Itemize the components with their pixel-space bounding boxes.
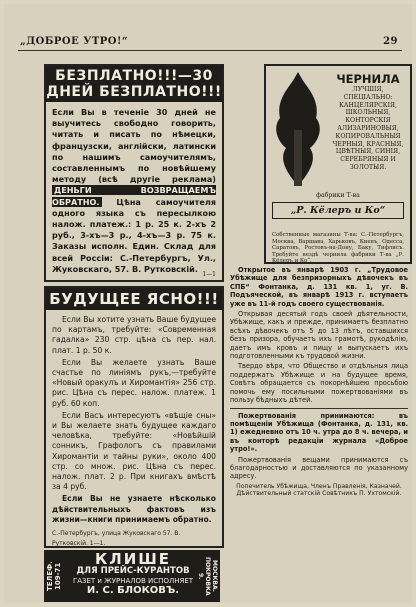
article-labor-shelter <box>230 266 408 602</box>
ad-language-prices: 1 р. 25 к. 2-хъ 2 руб., 3-хъ—3 р., 4-хъ—3 р. 75 к. <box>52 219 216 241</box>
ad-cliche-address: МОСКВА. ПОКРОВКА 9. <box>197 556 218 596</box>
ad-language-refund: ДЕНЬГИ ВОЗВРАЩАЕМЪ ОБРАТНО. <box>52 185 216 207</box>
ad-ink-factory-label: фабрики Т-ва <box>316 192 360 199</box>
article-signature: Попечитель Убѣжища, Членъ Правленiя, Казначей. <box>236 482 402 490</box>
ad-fortune-paragraph: Если Васъ интересуютъ «вѣщiе сны» и Вы желаете знать будущее каждаго человѣка, требуйте: «Новѣйшiй сонникъ, Графологъ съ правилами Хиромантiи и тайны руки», около 400 стр. со множ. рис. Цѣна съ перес. налож. плат. 2 р. При книгахъ вмѣстѣ за 4 руб. <box>52 410 216 492</box>
ad-ink-line: АЛИЗАРИНОВЫЯ, <box>337 124 399 132</box>
ad-fortune-title: БУДУЩЕЕ ЯСНО!!! <box>46 288 222 310</box>
ad-ink-factory <box>272 192 404 219</box>
ad-language-title: БЕЗПЛАТНО!!!—30 ДНЕЙ БЕЗПЛАТНО!!! <box>46 68 222 100</box>
ad-ink-address: Собственные магазины Т-ва: С.-Петербургъ, Москва, Варшава, Харьковъ, Киевъ, Одесса, Саратовъ, Ростовъ-на-Дону, Баку, Тифлисъ. Требуйте вездѣ чернила фабрики Т-ва „Р. Кёлеръ и Ко“. <box>272 232 404 265</box>
ad-cliche-line: ДЛЯ ПРЕЙС-КУРАНТОВ <box>76 566 190 576</box>
ad-ink-line: СЕРЕБРЯНЫЯ И ЗОЛОТЫЯ. <box>340 156 396 171</box>
ad-ink-line: КОНТОРСКIЯ <box>345 117 391 125</box>
ad-ink-line: КАНЦЕЛЯРСКIЯ, <box>338 101 398 109</box>
ad-fortune-paragraph: Если Вы не узнаете нѣсколько дѣйствительныхъ фактовъ изъ жизни—книги принимаемъ обратно. <box>52 494 216 524</box>
article-signature: Дѣйствительный статскiй Совѣтникъ П. Ухтомскiй. <box>236 490 402 498</box>
ad-ink-list <box>330 86 406 172</box>
article-paragraph: Твердо вѣря, что Общество и отдѣльныя лица поддержатъ Убѣжище и на будущее время, Совѣтъ обращается съ покорнѣйшею просьбою помочь ему посильными пожертвованiями въ пользу бѣдныхъ дѣтей. <box>230 362 408 405</box>
ad-ink-line: СПЕЦIАЛЬНО: <box>343 93 393 101</box>
ad-language-number: 1—1 <box>202 271 216 278</box>
ad-fortune-paragraph: Если Вы хотите узнать Ваше будущее по картамъ, требуйте: «Современная гадалка» 230 стр. цѣна съ пер. нал. плат. 1 р. 50 к. <box>52 315 216 355</box>
ad-language-course <box>44 64 224 282</box>
ad-fortune-body <box>46 310 222 551</box>
magazine-page <box>4 4 412 603</box>
ad-fortune-paragraph: Если Вы желаете узнать Ваше счастье по линiямъ рукъ,—требуйте «Новый оракулъ и Хиромантiя» 256 стр. рис. Цѣна съ перес. налож. платеж. 1 руб. 60 коп. <box>52 357 216 408</box>
ad-ink-brand: „Р. Кёлеръ и Ко“ <box>272 202 404 219</box>
ink-pen-illustration-icon <box>268 70 328 190</box>
ad-cliche-main <box>64 552 202 596</box>
article-paragraph: Открывая десятый годъ своей дѣятельности, Убѣжище, какъ и прежде, принимаетъ безплатно всѣхъ дѣвочекъ отъ 5 до 13 лѣтъ, оставшихся безъ призора, обучаетъ ихъ грамотѣ, рукодѣлiю, даетъ имъ кровъ и пищу и выпускаетъ ихъ подготовленными къ трудовой жизни. <box>230 310 408 361</box>
ad-cliche-phone: ТЕЛЕФ. 109-71 <box>46 561 62 591</box>
ad-ink <box>264 64 412 264</box>
ad-cliche-line: ГАЗЕТ и ЖУРНАЛОВ ИСПОЛНЯЕТ <box>72 576 194 585</box>
ad-language-text: Если Вы в теченiе 30 дней не выучитесь свободно говорить, читать и писать по нѣмецки, французски, англiйски, латински по нашимъ самоучителямъ, составленнымъ по новѣйшему методу (всѣ другiе реклама) <box>52 107 216 185</box>
ad-language-price-note: Цѣна самоучителя одного языка съ пересылкою налож. платеж.: <box>52 196 216 230</box>
ad-language-orders: Заказы исполн. Един. Склад для всей Россiи: <box>52 241 216 263</box>
article-divider <box>230 408 408 409</box>
article-paragraph: Пожертвованiя принимаются: въ помѣщенiи Убѣжища (Фонтанка, д. 131, кв. 1) ежедневно отъ 10 ч. утра до 8 ч. вечера, и въ конторѣ редакцiи журнала «Доброе утро!». <box>230 411 408 454</box>
header-title: „ДОБРОЕ УТРО!“ <box>20 36 129 47</box>
ad-ink-line: ЦВѢТНЫЯ, СИНIЯ, <box>335 148 401 156</box>
ad-ink-line: ШКОЛЬНЫЯ, <box>345 109 391 117</box>
article-paragraph: Пожертвованiя вещами принимаются съ благодарностью и доставляются по указанному адресу. <box>230 455 408 481</box>
ad-cliche <box>44 550 220 602</box>
ad-ink-text <box>330 72 406 172</box>
page-header <box>18 34 402 51</box>
ad-fortune-footer: С.-Петербургъ, улица Жуковскаго 57. В. Рутковскiй. 1—1. <box>52 530 181 548</box>
ad-language-address: С.-Петербургъ, Ул., Жуковскаго, 57. В. Рутковскiй. <box>52 252 217 274</box>
ad-cliche-title: КЛИШЕ <box>94 550 172 568</box>
ad-ink-line: ЛУЧШIЯ, <box>352 86 384 93</box>
ad-fortune-books <box>44 286 224 548</box>
ad-cliche-maker: И. С. БЛОКОВЪ. <box>86 584 180 596</box>
ad-language-body <box>46 102 222 277</box>
page-number: 29 <box>383 36 398 47</box>
article-paragraph: Открытое въ январѣ 1903 г. „Трудовое Убѣжище для безпризорныхъ дѣвочекъ въ СПБ“ Фонтанка, д. 131 кв. 1, уг. В. Подъяческой, въ январѣ 1913 г. вступаетъ уже въ 11-й годъ своего существованiя. <box>230 266 408 308</box>
ad-ink-line: ЧЕРНЫЯ, КРАСНЫЯ, <box>332 140 404 148</box>
ad-ink-line: КОПИРОВАЛЬНЫЯ <box>335 132 401 140</box>
ad-ink-title: ЧЕРНИЛА <box>336 72 400 86</box>
